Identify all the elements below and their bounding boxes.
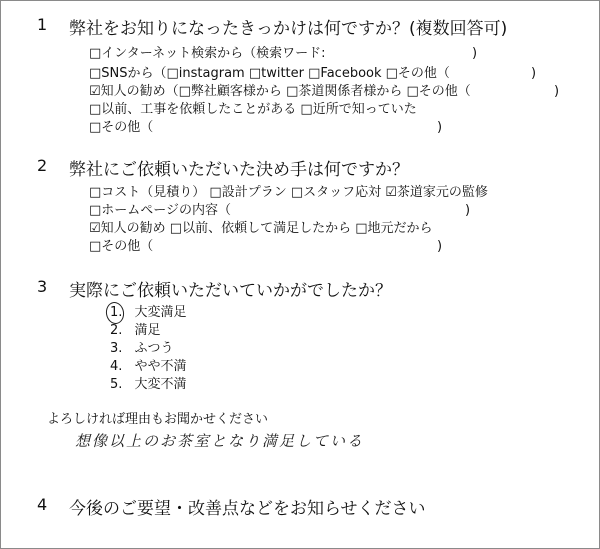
- q3-option-1-num: 1.: [110, 305, 123, 320]
- q3-option-5-label: 大変不満: [134, 377, 187, 392]
- q3-option-3-label: ふつう: [134, 341, 174, 356]
- q3-option-1-label: 大変満足: [134, 305, 187, 320]
- q1-option-sns[interactable]: □SNSから（□instagram □twitter □Facebook □その他（: [89, 66, 450, 81]
- q3-option-3[interactable]: [110, 340, 174, 358]
- q3-option-4-num: 4.: [110, 359, 123, 374]
- q1-option-previous[interactable]: □以前、工事を依頼したことがある □近所で知っていた: [89, 102, 417, 117]
- q3-option-2[interactable]: [110, 322, 161, 340]
- q2-closer-3: ): [437, 239, 443, 254]
- q1-option-other[interactable]: □その他（: [89, 120, 154, 135]
- q3-option-2-label: 満足: [134, 323, 161, 338]
- q3-option-3-num: 3.: [110, 341, 123, 356]
- q2-closer-1: ): [465, 203, 471, 218]
- q3-option-1[interactable]: [110, 304, 187, 322]
- q1-number: 1: [37, 15, 48, 34]
- q2-option-cost[interactable]: □コスト（見積り） □設計プラン □スタッフ応対 ☑茶道家元の監修: [89, 185, 488, 200]
- q3-option-5[interactable]: [110, 376, 187, 394]
- q2-option-referral[interactable]: ☑知人の勧め □以前、依頼して満足したから □地元だから: [89, 221, 433, 236]
- q2-option-homepage[interactable]: □ホームページの内容（: [89, 203, 232, 218]
- q3-option-2-num: 2.: [110, 323, 123, 338]
- reason-prompt: よろしければ理由もお聞かせください: [47, 412, 269, 427]
- q3-option-4-label: やや不満: [134, 359, 187, 374]
- q1-title: 弊社をお知りになったきっかけは何ですか？(複数回答可): [69, 19, 508, 39]
- q1-option-referral[interactable]: ☑知人の勧め（□弊社顧客様から □茶道関係者様から □その他（: [89, 84, 471, 99]
- q1-closer-0: ): [472, 46, 478, 61]
- q3-option-5-num: 5.: [110, 377, 123, 392]
- q3-option-4[interactable]: [110, 358, 187, 376]
- q1-closer-2: ): [554, 84, 560, 99]
- q1-closer-1: ): [531, 66, 537, 81]
- q3-title: 実際にご依頼いただいていかがでしたか？: [69, 281, 392, 301]
- q2-option-other[interactable]: □その他（: [89, 239, 154, 254]
- q1-option-search[interactable]: □インターネット検索から（検索ワード:: [89, 46, 326, 61]
- q3-number: 3: [37, 277, 48, 296]
- q1-closer-4: ): [437, 120, 443, 135]
- handwritten-reason[interactable]: 想像以上のお茶室となり満足している: [75, 432, 365, 450]
- q4-number: 4: [37, 495, 48, 514]
- q4-title: 今後のご要望・改善点などをお知らせください: [69, 499, 426, 519]
- q2-title: 弊社にご依頼いただいた決め手は何ですか？: [69, 160, 409, 180]
- q2-number: 2: [37, 156, 48, 175]
